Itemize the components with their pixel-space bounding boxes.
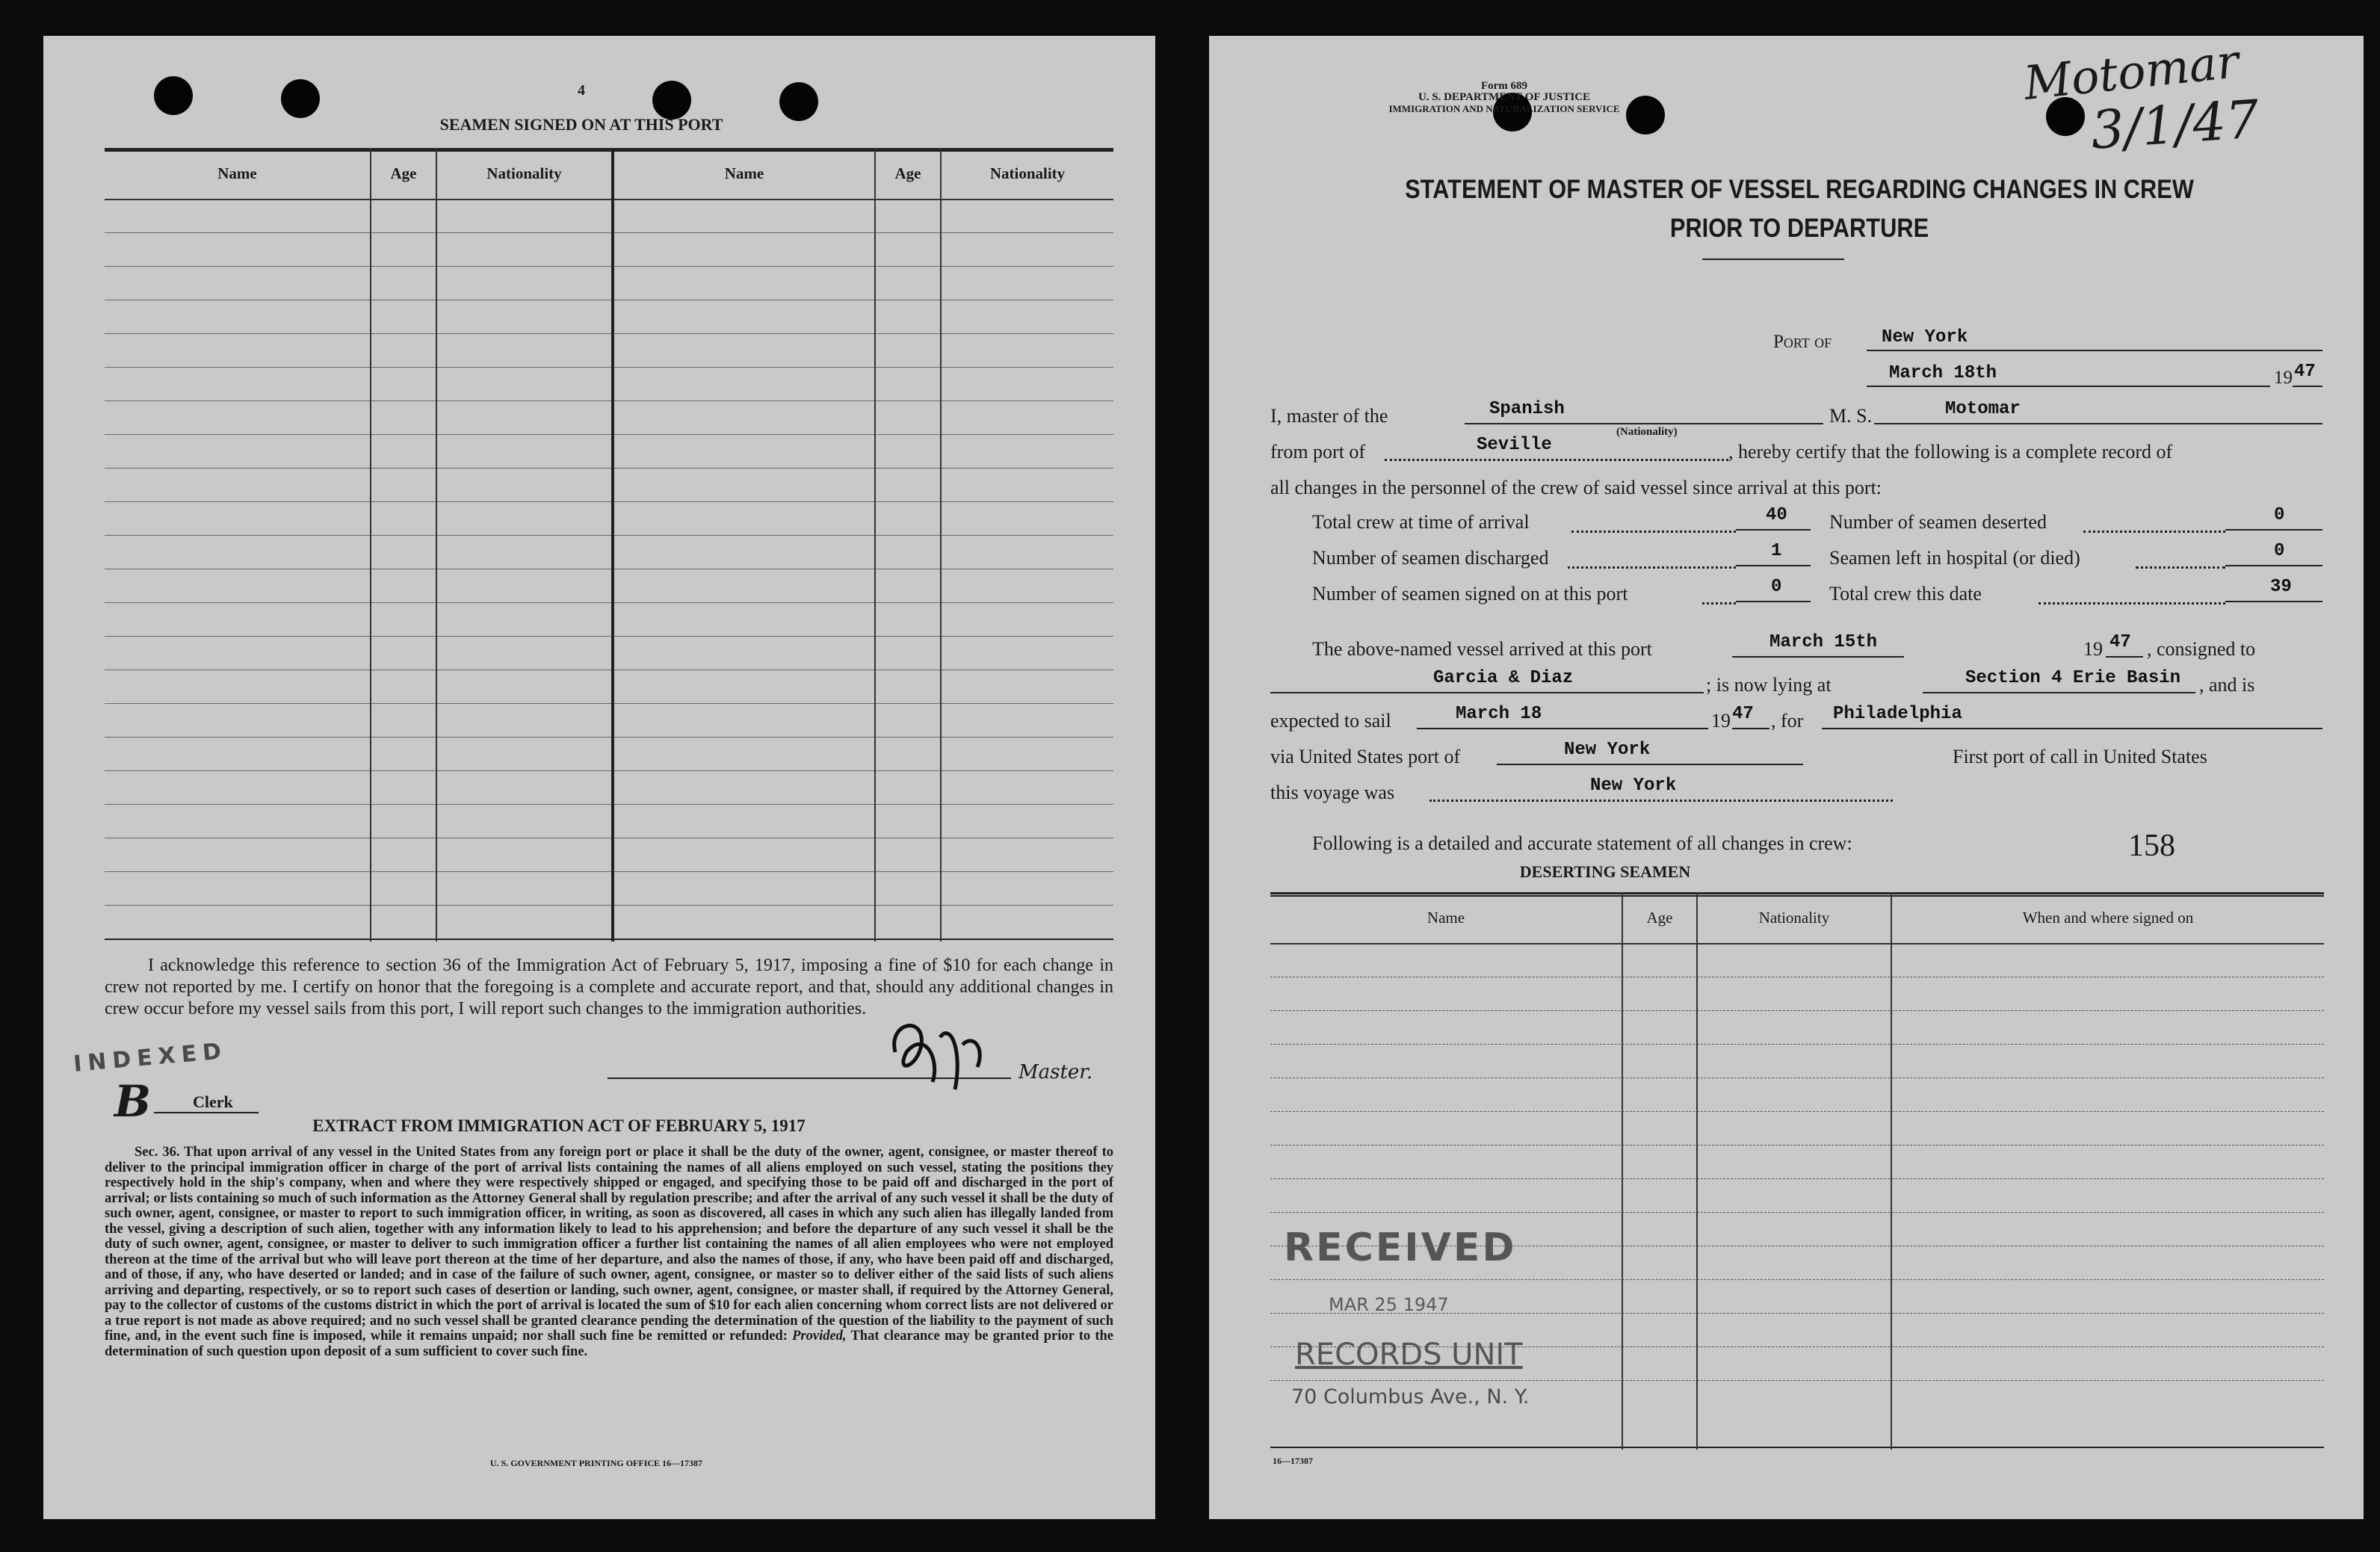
form-title: STATEMENT OF MASTER OF VESSEL REGARDING CHANGES IN CREW PRIOR TO DEPARTURE: [1405, 175, 2194, 243]
stat-dots: [1702, 602, 1736, 605]
left-page: [43, 36, 1155, 1519]
lying-line: [1923, 692, 2195, 693]
port-value: New York: [1882, 327, 1968, 347]
extract-text: Sec. 36. That upon arrival of any vessel in the United States from any foreign port or place it shall be the duty of the owner, agent, consignee, or master thereof to deliver to the principal immigration officer in charge of the port of arrival lists containing the names of all aliens employed on such vessel, stating the positions they respectively hold in the ship's company, when and where they were respectively shipped or engaged, and specifying those to be paid off and discharged in the port of arrival; or lists containing so much of such information as the Attorney General shall by regulation prescribe; and after the arrival of any such vessel it shall be the duty of such owner, agent, consignee, or master to report to such immigration officer, in writing, as soon as discovered, all cases in which any such alien has illegally landed from the vessel, giving a description of such alien, together with any information likely to lead to his apprehension; and before the departure of any such vessel it shall be the duty of such owner, agent, consignee, or master to deliver to such immigration officer a further list containing the names of all alien employees who were not employed thereon at the time of the arrival but who will leave port thereon at the time of her departure, and also the names of those, if any, who have been paid off and discharged, and of those, if any, who have deserted or landed; and in case of the failure of such owner, agent, consignee, or master so to deliver either of the said lists of such aliens arriving and departing, respectively, or so to report such cases of desertion or landing, such owner, agent, consignee, or master shall, if required by the Attorney General, pay to the collector of customs of the customs district in which the port of arrival is located the sum of $10 for each alien concerning whom correct lists are not delivered or a true report is not made as above required; and no such vessel shall be granted clearance pending the determination of the question of the liability to the payment of such fine, and, in the event such fine is imposed, while it remains unpaid; nor shall such fine be remitted or refunded: Provided, That clearance may be granted prior to the determination of such question upon deposit of a sum sufficient to cover such fine.: [105, 1145, 1114, 1359]
from-port-label: from port of: [1270, 441, 1366, 463]
vessel-value: Motomar: [1945, 399, 2021, 419]
stat-value: 1: [1771, 541, 1782, 561]
port-label: Port of: [1773, 332, 1832, 352]
certify-text: , hereby certify that the following is a complete record of: [1728, 441, 2173, 463]
nationality-caption: (Nationality): [1616, 426, 1678, 438]
deserting-title: DESERTING SEAMEN: [1519, 862, 1691, 881]
lying-value: Section 4 Erie Basin: [1965, 668, 2181, 688]
stat-label: Number of seamen discharged: [1312, 547, 1549, 569]
stamp-date: MAR 25 1947: [1329, 1294, 1449, 1315]
stamp-unit: RECORDS UNIT: [1295, 1338, 1523, 1372]
punch-hole: [154, 76, 193, 115]
stat-line: [2225, 601, 2322, 602]
stat-line: [2225, 565, 2322, 566]
sheet-number: 158: [2128, 829, 2175, 863]
following-text: Following is a detailed and accurate statement of all changes in crew:: [1312, 832, 1852, 854]
stamp-address: 70 Columbus Ave., N. Y.: [1291, 1385, 1530, 1409]
sail-label: expected to sail: [1270, 710, 1391, 732]
for-label: , for: [1771, 710, 1804, 732]
first-port-label: First port of call in United States: [1953, 746, 2207, 767]
voyage-label: this voyage was: [1270, 782, 1395, 803]
col-name: Name: [724, 164, 764, 182]
for-value: Philadelphia: [1833, 704, 1962, 724]
clerk-line: [154, 1112, 259, 1113]
arrived-line: [1732, 656, 1904, 658]
lying-label: ; is now lying at: [1706, 674, 1832, 696]
page-number: 4: [578, 82, 585, 99]
sail-year: 47: [1732, 704, 1754, 724]
col-nationality: Nationality: [486, 164, 562, 182]
master-label: Master.: [1019, 1061, 1093, 1083]
stat-dots: [2136, 566, 2225, 569]
stat-label: Total crew at time of arrival: [1312, 511, 1530, 533]
consigned-label: , consigned to: [2147, 638, 2256, 660]
handwritten-note: Motomar: [2021, 34, 2242, 111]
master-of-label: I, master of the: [1270, 405, 1388, 427]
date-line: [1867, 386, 2270, 387]
port-line: [1867, 350, 2322, 351]
consignee-value: Garcia & Diaz: [1433, 668, 1574, 688]
printer-line: U. S. GOVERNMENT PRINTING OFFICE 16—17387: [489, 1458, 703, 1468]
right-page: [1209, 36, 2364, 1519]
stat-label: Total crew this date: [1829, 583, 1982, 605]
stat-line: [1736, 529, 1811, 531]
stat-dots: [2083, 531, 2225, 533]
and-is-label: , and is: [2199, 674, 2255, 696]
col-nationality: Nationality: [1758, 909, 1830, 927]
extract-title: EXTRACT FROM IMMIGRATION ACT OF FEBRUARY 5, 1917: [312, 1116, 806, 1135]
sail-year-line: [1732, 728, 1769, 729]
stat-line: [1736, 601, 1811, 602]
consignee-line: [1270, 692, 1704, 693]
stat-dots: [1571, 531, 1736, 533]
ms-label: M. S.: [1829, 405, 1873, 427]
arrived-year-prefix: 19: [2083, 638, 2103, 660]
title-rule: [1702, 259, 1844, 260]
stat-value: 0: [2274, 541, 2285, 561]
changes-text: all changes in the personnel of the crew of said vessel since arrival at this port:: [1270, 477, 1882, 498]
stat-label: Number of seamen deserted: [1829, 511, 2047, 533]
indexed-stamp: INDEXED: [72, 1038, 229, 1078]
punch-hole: [281, 79, 320, 118]
nationality-line: [1465, 423, 1823, 424]
date-value: March 18th: [1889, 363, 1997, 383]
handwritten-date: 3/1/47: [2089, 88, 2261, 161]
col-age: Age: [390, 164, 417, 182]
year-value: 47: [2294, 362, 2316, 382]
signed-on-title: SEAMEN SIGNED ON AT THIS PORT: [439, 115, 723, 134]
col-name: Name: [217, 164, 257, 182]
stat-label: Number of seamen signed on at this port: [1312, 583, 1628, 605]
col-when-where: When and where signed on: [2022, 909, 2194, 927]
sail-line: [1417, 728, 1708, 729]
stat-line: [2225, 529, 2322, 531]
punch-hole: [652, 81, 691, 120]
form-header: Form 689 U. S. DEPARTMENT OF JUSTICE IMMIGRATION AND NATURALIZATION SERVICE: [1388, 80, 1620, 114]
for-line: [1822, 728, 2322, 729]
stat-line: [1736, 565, 1811, 566]
sail-year-prefix: 19: [1711, 710, 1731, 732]
received-stamp: RECEIVED: [1284, 1225, 1517, 1270]
col-age: Age: [1646, 909, 1673, 927]
from-port-line: [1385, 459, 1728, 461]
stat-value: 39: [2270, 577, 2292, 597]
master-signature: [880, 1007, 1000, 1097]
stat-value: 0: [2274, 505, 2285, 525]
from-port-value: Seville: [1477, 435, 1552, 455]
arrived-value: March 15th: [1769, 632, 1878, 652]
via-label: via United States port of: [1270, 746, 1461, 767]
stat-dots: [1568, 566, 1736, 569]
voyage-line: [1429, 800, 1893, 802]
col-name: Name: [1427, 909, 1465, 927]
clerk-label: Clerk: [193, 1092, 233, 1111]
arrived-label: The above-named vessel arrived at this port: [1312, 638, 1652, 660]
stat-label: Seamen left in hospital (or died): [1829, 547, 2080, 569]
nationality-value: Spanish: [1489, 399, 1565, 419]
stat-value: 40: [1766, 505, 1787, 525]
acknowledgement-text: I acknowledge this reference to section 36 of the Immigration Act of February 5, 1917, imposing a fine of $10 for each change in crew not reported by me. I certify on honor that the foregoing is a complete and accurate report, and that, should any additional changes in crew occur before my vessel sails from this port, I will report such changes to the immigration authorities.: [105, 956, 1113, 1018]
signed-on-table: [105, 148, 1113, 942]
year-line: [2293, 386, 2322, 387]
voyage-value: New York: [1590, 776, 1677, 796]
via-value: New York: [1564, 740, 1651, 760]
arrived-year-line: [2106, 656, 2143, 658]
stat-value: 0: [1771, 577, 1782, 597]
year-prefix: 19: [2274, 368, 2293, 388]
via-line: [1497, 764, 1803, 765]
col-age: Age: [894, 164, 921, 182]
col-nationality: Nationality: [989, 164, 1066, 182]
stat-dots: [2039, 602, 2225, 605]
vessel-line: [1874, 423, 2322, 424]
footer-code: 16—17387: [1273, 1456, 1313, 1466]
arrived-year: 47: [2109, 632, 2131, 652]
clerk-initials: B: [114, 1076, 152, 1127]
sail-value: March 18: [1456, 704, 1542, 724]
